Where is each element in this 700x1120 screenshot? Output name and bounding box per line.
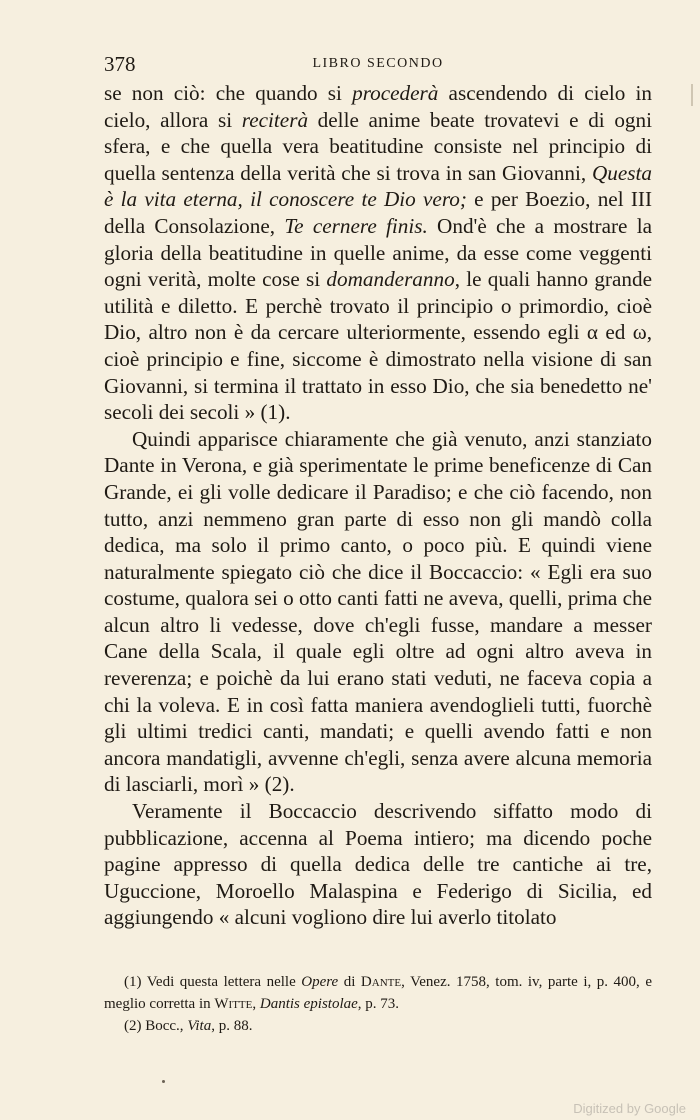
italic-run: reciterà [241, 107, 309, 132]
ink-dot [162, 1080, 165, 1083]
text-run: , le quali hanno grande utilità e diletto. E perchè trovato il principio o primordio, cioè Dio, altro non è da cercare ulteriormente, essendo egli α ed ω, cioè principio e fine, siccome è dimostrato nella visione di san Giovanni, si termina il trattato in esso Dio, che sia benedetto ne' secoli dei secoli » (1). [104, 267, 652, 425]
text-run: delle anime beate trovatevi e di ogni sfera, e che quella vera beatitudine consiste nel principio di quella sentenza della verità che si trova in san Giovanni, [104, 107, 652, 185]
text-run: ascendendo di cielo in cielo, allora si [104, 81, 653, 132]
text-run: (1) Vedi questa lettera nelle [124, 974, 302, 990]
page-edge-mark [691, 84, 693, 106]
text-run: , p. 88. [211, 1018, 253, 1034]
small-caps-run: Dante [360, 974, 402, 990]
page [104, 46, 652, 1037]
italic-run: Te cernere finis. [284, 213, 428, 238]
text-run: Ond'è che a mostrare la gloria della beatitudine in quelle anime, da esse come veggenti ogni verità, molte cose si [104, 213, 653, 292]
footnotes [104, 971, 652, 1037]
italic-run: domanderanno [326, 267, 455, 292]
text-run: se non ciò: che quando si [104, 81, 353, 105]
page-number: 378 [104, 52, 136, 76]
italic-run: Questa è la vita eterna, il conoscere te Dio vero; [104, 160, 652, 212]
italic-run: Opere [301, 974, 339, 990]
running-head [104, 46, 652, 80]
small-caps-run: Witte [214, 996, 253, 1012]
text-run: di [338, 974, 361, 990]
paragraph-2: Quindi apparisce chiaramente che già venuto, anzi stanziato Dante in Verona, e già sperimentate le prime beneficenze di Can Grande, ei gli volle dedicare il Paradiso; e che ciò facendo, non tutto, anzi nemmeno gran parte di esso non gli mandò colla dedica, ma solo il primo canto, o poco più. E quindi viene naturalmente spiegato ciò che dice il Boccaccio: « Egli era suo costume, qualora sei o otto canti fatti ne aveva, quelli, prima che alcun altro li vedesse, dove ch'egli fusse, mandare a messer Cane della Scala, il quale egli oltre ad ogni altro aveva in reverenza; e poichè da lui erano stati veduti, ne faceva copia a chi la voleva. E in così fatta maniera avendoglieli tutti, fuorchè gli ultimi tredici canti, mandati; e quelli avendo fatti e non ancora mandatigli, avvenne ch'egli, senza avere alcuna memoria di lasciarli, morì » (2). [104, 426, 652, 797]
text-run: e per Boezio, nel III della Consolazione, [104, 187, 652, 238]
footnote-2 [104, 1015, 652, 1037]
italic-run: Vita [187, 1018, 212, 1034]
text-run: (2) Bocc., [124, 1018, 188, 1034]
italic-run: procederà [352, 81, 439, 105]
running-title: LIBRO SECONDO [312, 56, 444, 71]
text-run: , [252, 996, 260, 1012]
digitizer-watermark: Digitized by Google [573, 1101, 686, 1116]
body-text [104, 80, 652, 931]
text-run: , Venez. 1758, tom. iv, parte i, p. 400, e meglio corretta in [104, 974, 652, 1012]
paragraph-3: Veramente il Boccaccio descrivendo siffatto modo di pubblicazione, accenna al Poema intiero; ma dicendo poche pagine appresso di quella dedica delle tre cantiche ai tre, Uguccione, Moroello Malaspina e Federigo di Sicilia, ed aggiungendo « alcuni vogliono dire lui averlo titolato [104, 799, 652, 930]
paragraph-1 [104, 80, 652, 426]
italic-run: Dantis epistolae [259, 996, 358, 1012]
text-run: , p. 73. [357, 996, 400, 1012]
footnote-1 [104, 971, 652, 1015]
